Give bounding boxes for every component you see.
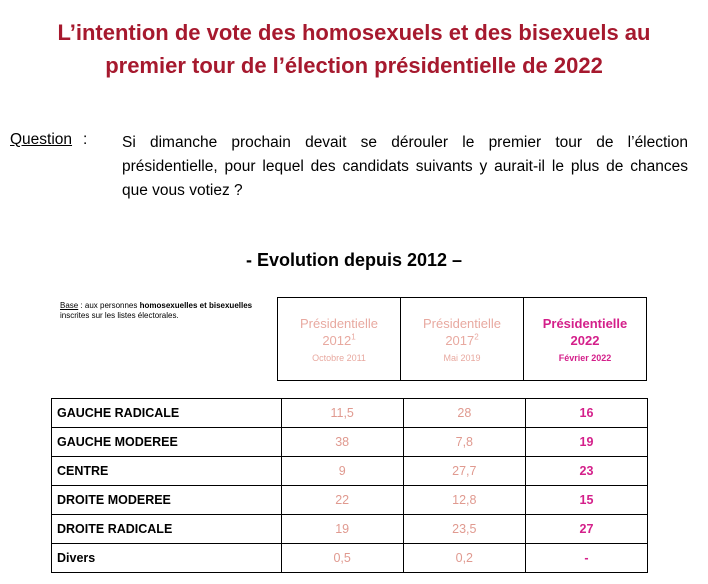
table-row [52,515,648,544]
base-label: Base [60,301,79,310]
section-subtitle: - Evolution depuis 2012 – [245,250,463,270]
base-note [60,301,275,321]
column-date: Février 2022 [558,353,612,363]
column-year: 2017$^2$ [445,332,479,348]
column-header-2012 [278,298,400,380]
column-year: 2012$^1$ [322,332,356,348]
row-label: Divers [52,544,282,573]
question-label: Question [10,131,73,148]
table-row [52,486,648,515]
row-label: GAUCHE MODEREE [52,428,282,457]
row-value: 12,8 [403,486,525,515]
row-value: - [525,544,647,573]
row-value: 16 [525,399,647,428]
row-value: 15 [525,486,647,515]
base-prefix: : aux personnes [78,301,140,310]
row-value: 9 [281,457,403,486]
row-value: 11,5 [281,399,403,428]
base-suffix: inscrites sur les listes électorales. [60,311,179,320]
base-bold: homosexuelles et bisexuelles [139,301,253,310]
row-label: CENTRE [52,457,282,486]
row-label: DROITE MODEREE [52,486,282,515]
table-row [52,399,648,428]
table-row [52,428,648,457]
row-value: 0,5 [281,544,403,573]
column-header-2017 [400,298,523,380]
column-headers [277,297,647,381]
row-label: DROITE RADICALE [52,515,282,544]
question-colon: : [83,131,88,148]
row-value: 38 [281,428,403,457]
results-table [51,398,648,573]
row-value: 0,2 [403,544,525,573]
question-text: Si dimanche prochain devait se dérouler le premier tour de l’élection présidentielle, pour lequel des candidats suivants y aurait-il le plus de chances que vous votiez ? [122,134,688,199]
column-name: Présidentielle [542,316,628,331]
row-value: 28 [403,399,525,428]
page-title [0,16,708,82]
title-line-2: premier tour de l’élection présidentielle de 2022 [105,53,603,78]
row-value: 27,7 [403,457,525,486]
column-name: Présidentielle [422,316,502,331]
table-row [52,544,648,573]
row-value: 23 [525,457,647,486]
row-label: GAUCHE RADICALE [52,399,282,428]
row-value: 27 [525,515,647,544]
column-date: Octobre 2011 [312,353,366,363]
row-value: 7,8 [403,428,525,457]
column-header-2022 [523,298,646,380]
column-date: Mai 2019 [443,353,481,363]
row-value: 22 [281,486,403,515]
row-value: 19 [525,428,647,457]
title-line-1: L’intention de vote des homosexuels et des bisexuels au [57,20,651,45]
column-name: Présidentielle [299,316,379,331]
column-year: 2022 [570,333,600,348]
table-row [52,457,648,486]
row-value: 23,5 [403,515,525,544]
row-value: 19 [281,515,403,544]
